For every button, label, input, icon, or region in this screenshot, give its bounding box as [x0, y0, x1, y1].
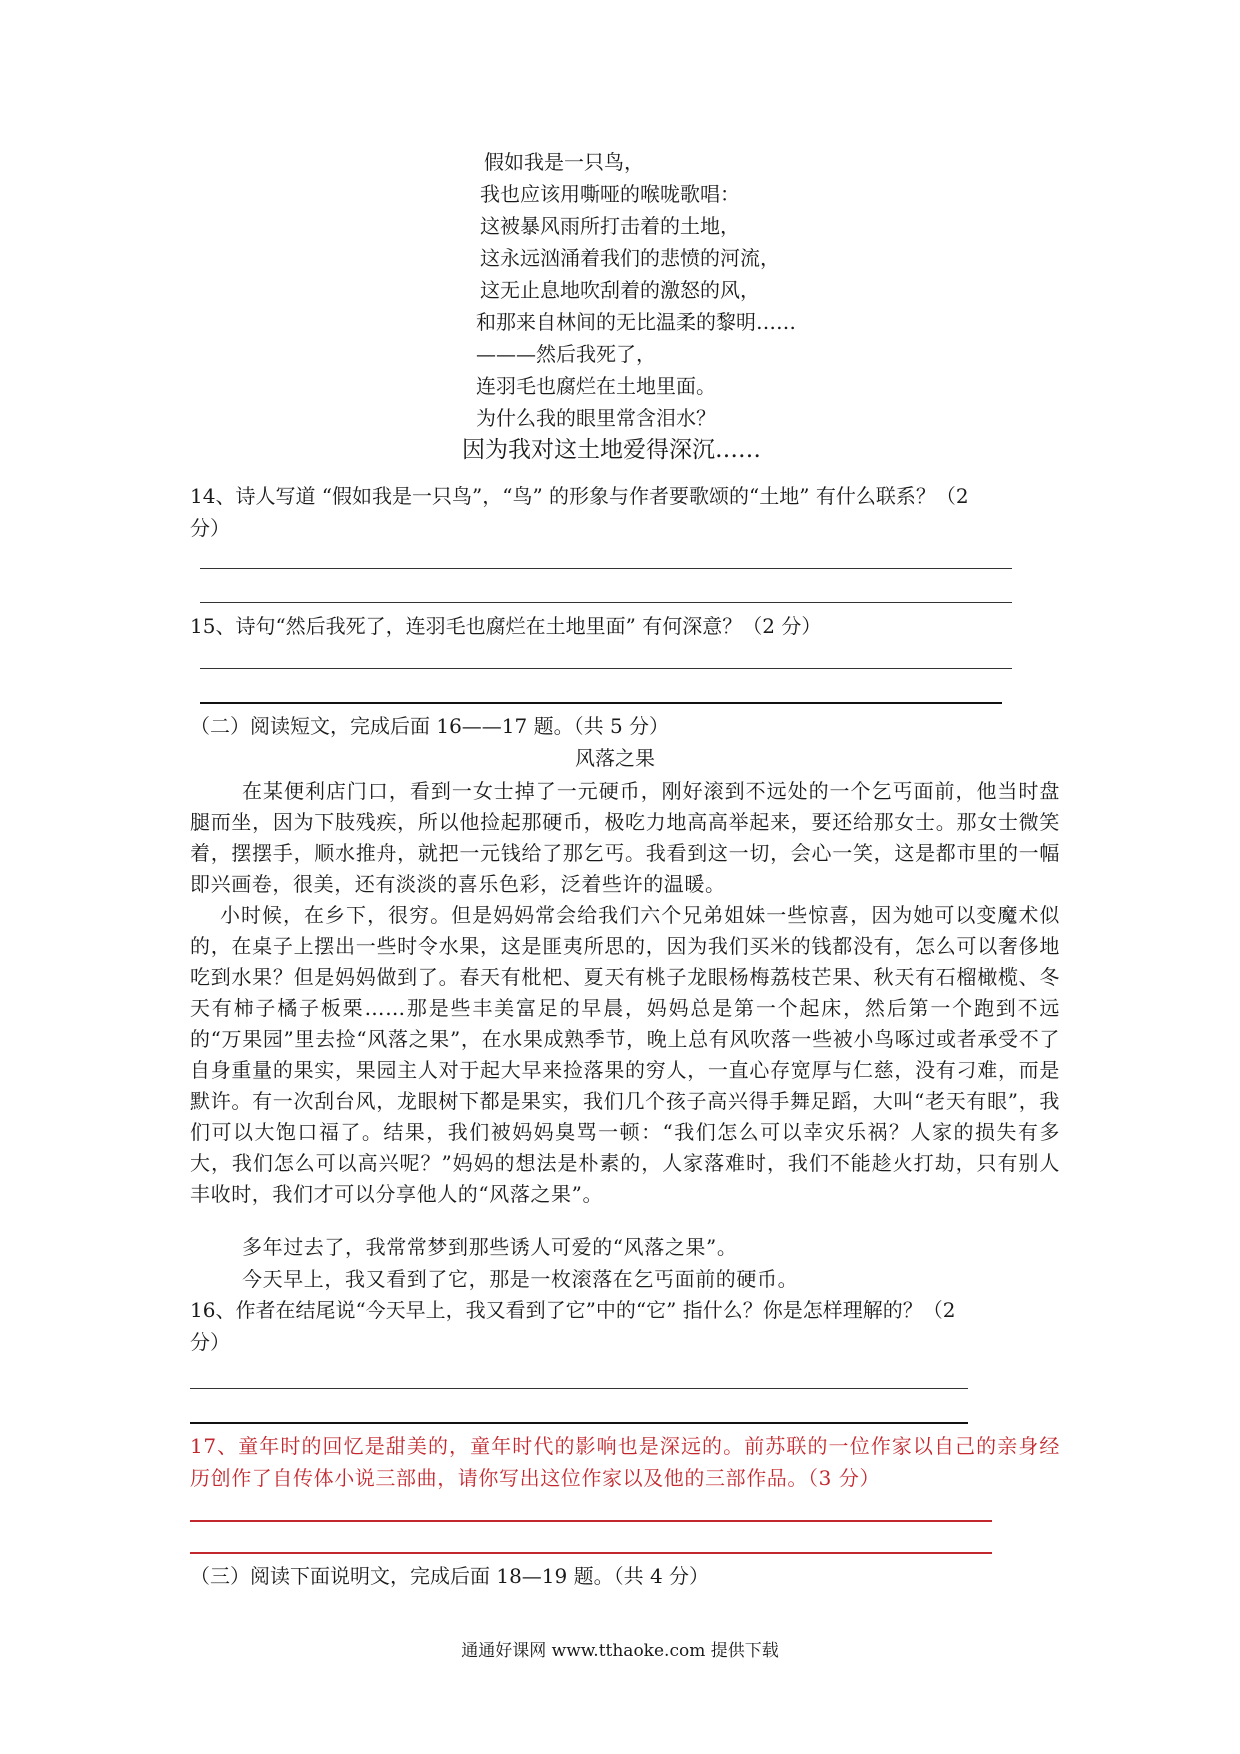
answer-line[interactable] [190, 1388, 968, 1389]
poem-line: 这无止息地吹刮着的激怒的风， [480, 278, 760, 302]
article-paragraph: 今天早上，我又看到了它，那是一枚滚落在乞丐面前的硬币。 [242, 1267, 799, 1291]
question-16-line2: 分） [190, 1330, 230, 1354]
poem-line: 和那来自林间的无比温柔的黎明…… [476, 310, 796, 334]
section-3-heading: （三）阅读下面说明文，完成后面 18—19 题。（共 4 分） [190, 1564, 710, 1588]
question-16-line1: 16、作者在结尾说“今天早上，我又看到了它”中的“它” 指什么？你是怎样理解的？（2 [190, 1298, 956, 1322]
question-17: 17、童年时的回忆是甜美的，童年时代的影响也是深远的。前苏联的一位作家以自己的亲身经历创作了自传体小说三部曲，请你写出这位作家以及他的三部作品。（3 分） [190, 1434, 1060, 1490]
poem-line: 连羽毛也腐烂在土地里面。 [476, 374, 716, 398]
poem-line: 我也应该用嘶哑的喉咙歌唱： [480, 182, 740, 206]
page-footer: 通通好课网 www.tthaoke.com 提供下载 [461, 1641, 779, 1661]
poem-line: ———然后我死了， [476, 342, 656, 366]
poem-line: 为什么我的眼里常含泪水？ [476, 406, 716, 430]
answer-line[interactable] [190, 1552, 992, 1554]
section-2-heading: （二）阅读短文，完成后面 16——17 题。（共 5 分） [190, 714, 670, 738]
question-14-line2: 分） [190, 516, 230, 540]
poem-line: 这永远汹涌着我们的悲愤的河流， [480, 246, 780, 270]
answer-line[interactable] [190, 1422, 968, 1424]
answer-line[interactable] [200, 702, 1002, 704]
answer-line[interactable] [200, 568, 1012, 569]
article-paragraph: 小时候，在乡下，很穷。但是妈妈常会给我们六个兄弟姐妹一些惊喜，因为她可以变魔术似的，在桌子上摆出一些时令水果，这是匪夷所思的，因为我们买米的钱都没有，怎么可以奢侈地吃到水果？但是妈妈做到了。春天有枇杷、夏天有桃子龙眼杨梅荔枝芒果、秋天有石榴橄榄、冬天有柿子橘子板栗……那是些丰美富足的早晨，妈妈总是第一个起床，然后第一个跑到不远的“万果园”里去捡“风落之果”，在水果成熟季节，晚上总有风吹落一些被小鸟啄过或者承受不了自身重量的果实，果园主人对于起大早来捡落果的穷人，一直心存宽厚与仁慈，没有刁难，而是默许。有一次刮台风，龙眼树下都是果实，我们几个孩子高兴得手舞足蹈，大叫“老天有眼”，我们可以大饱口福了。结果，我们被妈妈臭骂一顿：“我们怎么可以幸灾乐祸？人家的损失有多大，我们怎么可以高兴呢？”妈妈的想法是朴素的，人家落难时，我们不能趁火打劫，只有别人丰收时，我们才可以分享他人的“风落之果”。 [190, 903, 1060, 1206]
question-15: 15、诗句“然后我死了，连羽毛也腐烂在土地里面” 有何深意？（2 分） [190, 614, 822, 638]
article-paragraph: 在某便利店门口，看到一女士掉了一元硬币，刚好滚到不远处的一个乞丐面前，他当时盘腿而坐，因为下肢残疾，所以他捡起那硬币，极吃力地高高举起来，要还给那女士。那女士微笑着，摆摆手，顺水推舟，就把一元钱给了那乞丐。我看到这一切，会心一笑，这是都市里的一幅即兴画卷，很美，还有淡淡的喜乐色彩，泛着些许的温暖。 [190, 779, 1060, 896]
question-14-line1: 14、诗人写道 “假如我是一只鸟”，“鸟” 的形象与作者要歌颂的“土地” 有什么联系？（2 [190, 484, 969, 508]
poem-line: 这被暴风雨所打击着的土地， [480, 214, 740, 238]
poem-line: 因为我对这土地爱得深沉…… [462, 437, 761, 463]
poem-line: 假如我是一只鸟， [484, 150, 644, 174]
article-title: 风落之果 [575, 746, 655, 770]
answer-line[interactable] [190, 1520, 992, 1522]
answer-line[interactable] [200, 602, 1012, 603]
article-paragraph: 多年过去了，我常常梦到那些诱人可爱的“风落之果”。 [242, 1235, 738, 1259]
answer-line[interactable] [200, 668, 1012, 669]
